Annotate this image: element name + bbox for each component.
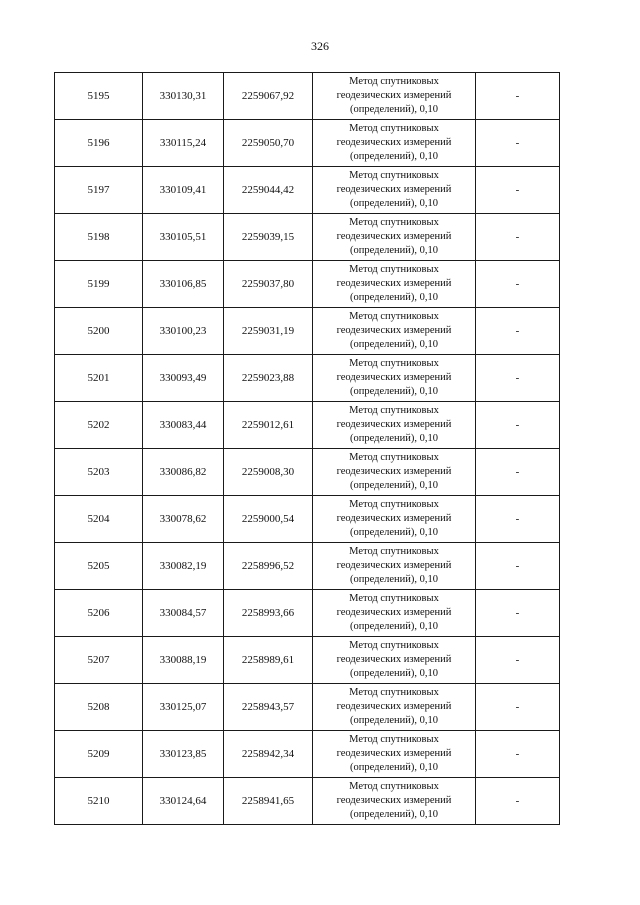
x-coordinate-cell: 330109,41: [143, 167, 224, 214]
method-text-line: геодезических измерений: [336, 560, 452, 571]
y-coordinate-cell: 2259012,61: [224, 402, 313, 449]
method-text-line: геодезических измерений: [336, 654, 452, 665]
note-cell: -: [476, 496, 560, 543]
method-text-line: (определений), 0,10: [349, 198, 439, 209]
method-text-line: Метод спутниковых: [349, 452, 439, 463]
method-text-line: геодезических измерений: [336, 372, 452, 383]
note-cell: -: [476, 684, 560, 731]
point-number-cell: 5208: [55, 684, 143, 731]
y-coordinate-cell: 2259031,19: [224, 308, 313, 355]
method-text-line: геодезических измерений: [336, 748, 452, 759]
y-coordinate-cell: 2259050,70: [224, 120, 313, 167]
method-cell: [313, 261, 476, 308]
x-coordinate-cell: 330105,51: [143, 214, 224, 261]
method-cell: [313, 778, 476, 825]
method-text-line: Метод спутниковых: [349, 781, 439, 792]
note-cell: -: [476, 167, 560, 214]
y-coordinate-cell: 2258941,65: [224, 778, 313, 825]
method-text-line: Метод спутниковых: [349, 640, 439, 651]
method-text-line: (определений), 0,10: [349, 151, 439, 162]
method-text-line: геодезических измерений: [336, 278, 452, 289]
y-coordinate-cell: 2258942,34: [224, 731, 313, 778]
method-text-line: геодезических измерений: [336, 419, 452, 430]
method-text-line: геодезических измерений: [336, 231, 452, 242]
y-coordinate-cell: 2258943,57: [224, 684, 313, 731]
method-text-line: (определений), 0,10: [349, 292, 439, 303]
coordinates-table-body: [55, 73, 560, 825]
method-text-line: Метод спутниковых: [349, 170, 439, 181]
note-cell: -: [476, 261, 560, 308]
method-cell: [313, 402, 476, 449]
method-text-line: геодезических измерений: [336, 466, 452, 477]
x-coordinate-cell: 330084,57: [143, 590, 224, 637]
method-text-line: геодезических измерений: [336, 701, 452, 712]
method-text-line: (определений), 0,10: [349, 104, 439, 115]
method-text-line: Метод спутниковых: [349, 546, 439, 557]
y-coordinate-cell: 2259067,92: [224, 73, 313, 120]
table-row: [55, 73, 560, 120]
method-text-line: Метод спутниковых: [349, 593, 439, 604]
x-coordinate-cell: 330088,19: [143, 637, 224, 684]
method-text-line: Метод спутниковых: [349, 264, 439, 275]
y-coordinate-cell: 2259023,88: [224, 355, 313, 402]
x-coordinate-cell: 330125,07: [143, 684, 224, 731]
x-coordinate-cell: 330083,44: [143, 402, 224, 449]
note-cell: -: [476, 120, 560, 167]
point-number-cell: 5203: [55, 449, 143, 496]
x-coordinate-cell: 330106,85: [143, 261, 224, 308]
note-cell: -: [476, 355, 560, 402]
method-text-line: (определений), 0,10: [349, 574, 439, 585]
y-coordinate-cell: 2259008,30: [224, 449, 313, 496]
point-number-cell: 5201: [55, 355, 143, 402]
table-row: [55, 590, 560, 637]
method-cell: [313, 167, 476, 214]
table-row: [55, 402, 560, 449]
point-number-cell: 5205: [55, 543, 143, 590]
method-text-line: (определений), 0,10: [349, 809, 439, 820]
note-cell: -: [476, 449, 560, 496]
table-row: [55, 261, 560, 308]
table-row: [55, 778, 560, 825]
method-text-line: геодезических измерений: [336, 795, 452, 806]
method-text-line: (определений), 0,10: [349, 762, 439, 773]
y-coordinate-cell: 2259044,42: [224, 167, 313, 214]
method-text-line: геодезических измерений: [336, 90, 452, 101]
table-row: [55, 543, 560, 590]
x-coordinate-cell: 330093,49: [143, 355, 224, 402]
method-text-line: геодезических измерений: [336, 513, 452, 524]
method-text-line: (определений), 0,10: [349, 339, 439, 350]
point-number-cell: 5206: [55, 590, 143, 637]
x-coordinate-cell: 330130,31: [143, 73, 224, 120]
point-number-cell: 5204: [55, 496, 143, 543]
method-text-line: Метод спутниковых: [349, 76, 439, 87]
table-row: [55, 167, 560, 214]
point-number-cell: 5200: [55, 308, 143, 355]
method-text-line: (определений), 0,10: [349, 480, 439, 491]
note-cell: -: [476, 308, 560, 355]
method-cell: [313, 214, 476, 261]
x-coordinate-cell: 330078,62: [143, 496, 224, 543]
point-number-cell: 5207: [55, 637, 143, 684]
point-number-cell: 5202: [55, 402, 143, 449]
y-coordinate-cell: 2258996,52: [224, 543, 313, 590]
method-text-line: Метод спутниковых: [349, 734, 439, 745]
y-coordinate-cell: 2258993,66: [224, 590, 313, 637]
point-number-cell: 5199: [55, 261, 143, 308]
method-text-line: геодезических измерений: [336, 184, 452, 195]
table-row: [55, 496, 560, 543]
note-cell: -: [476, 73, 560, 120]
method-text-line: (определений), 0,10: [349, 527, 439, 538]
table-row: [55, 731, 560, 778]
note-cell: -: [476, 543, 560, 590]
method-text-line: геодезических измерений: [336, 607, 452, 618]
method-cell: [313, 73, 476, 120]
y-coordinate-cell: 2259000,54: [224, 496, 313, 543]
method-text-line: (определений), 0,10: [349, 621, 439, 632]
method-cell: [313, 731, 476, 778]
coordinates-table: [54, 72, 560, 825]
point-number-cell: 5209: [55, 731, 143, 778]
method-cell: [313, 120, 476, 167]
point-number-cell: 5197: [55, 167, 143, 214]
table-row: [55, 355, 560, 402]
x-coordinate-cell: 330123,85: [143, 731, 224, 778]
method-cell: [313, 543, 476, 590]
note-cell: -: [476, 214, 560, 261]
method-text-line: (определений), 0,10: [349, 245, 439, 256]
method-text-line: Метод спутниковых: [349, 311, 439, 322]
method-text-line: геодезических измерений: [336, 137, 452, 148]
table-row: [55, 308, 560, 355]
method-cell: [313, 449, 476, 496]
note-cell: -: [476, 778, 560, 825]
note-cell: -: [476, 731, 560, 778]
note-cell: -: [476, 590, 560, 637]
y-coordinate-cell: 2259039,15: [224, 214, 313, 261]
x-coordinate-cell: 330124,64: [143, 778, 224, 825]
x-coordinate-cell: 330082,19: [143, 543, 224, 590]
method-text-line: (определений), 0,10: [349, 715, 439, 726]
x-coordinate-cell: 330115,24: [143, 120, 224, 167]
method-cell: [313, 590, 476, 637]
method-text-line: Метод спутниковых: [349, 217, 439, 228]
method-text-line: Метод спутниковых: [349, 358, 439, 369]
method-text-line: геодезических измерений: [336, 325, 452, 336]
x-coordinate-cell: 330100,23: [143, 308, 224, 355]
point-number-cell: 5198: [55, 214, 143, 261]
method-cell: [313, 637, 476, 684]
method-cell: [313, 355, 476, 402]
table-row: [55, 449, 560, 496]
point-number-cell: 5196: [55, 120, 143, 167]
method-cell: [313, 684, 476, 731]
method-cell: [313, 308, 476, 355]
method-text-line: Метод спутниковых: [349, 405, 439, 416]
table-row: [55, 120, 560, 167]
point-number-cell: 5210: [55, 778, 143, 825]
table-row: [55, 637, 560, 684]
table-row: [55, 684, 560, 731]
method-text-line: Метод спутниковых: [349, 123, 439, 134]
point-number-cell: 5195: [55, 73, 143, 120]
method-text-line: (определений), 0,10: [349, 668, 439, 679]
method-text-line: Метод спутниковых: [349, 687, 439, 698]
method-cell: [313, 496, 476, 543]
page-number: 326: [311, 39, 329, 53]
method-text-line: (определений), 0,10: [349, 386, 439, 397]
y-coordinate-cell: 2258989,61: [224, 637, 313, 684]
table-row: [55, 214, 560, 261]
method-text-line: (определений), 0,10: [349, 433, 439, 444]
x-coordinate-cell: 330086,82: [143, 449, 224, 496]
method-text-line: Метод спутниковых: [349, 499, 439, 510]
note-cell: -: [476, 637, 560, 684]
note-cell: -: [476, 402, 560, 449]
y-coordinate-cell: 2259037,80: [224, 261, 313, 308]
